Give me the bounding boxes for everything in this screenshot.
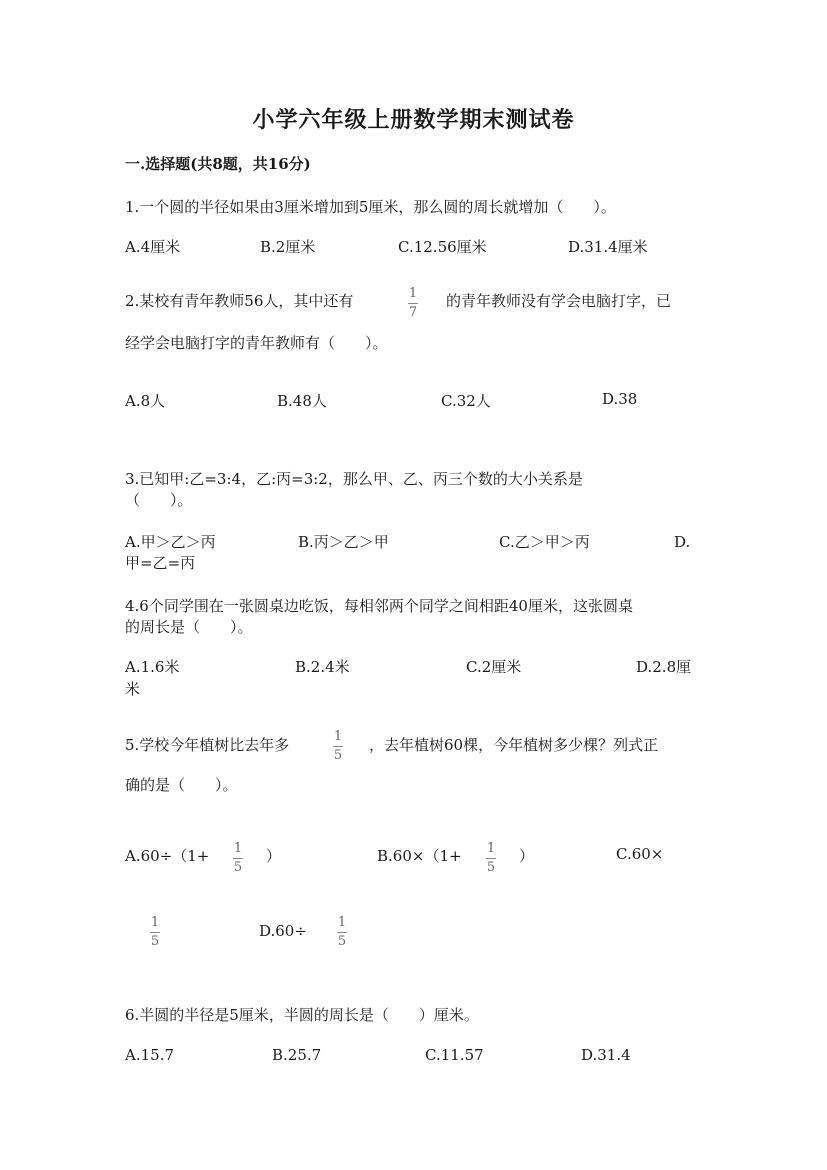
q2-option-c: C.32人 (441, 392, 491, 410)
q1-option-a: A.4厘米 (125, 238, 181, 256)
fraction-bar (408, 303, 418, 304)
fraction-bar (486, 858, 496, 859)
question-2-text-a: 2.某校有青年教师56人，其中还有 (125, 292, 354, 310)
fraction-denominator: 5 (486, 860, 496, 875)
q4-option-a: A.1.6米 (125, 658, 180, 676)
fraction-bar (233, 858, 243, 859)
page-title: 小学六年级上册数学期末测试卷 (252, 107, 575, 133)
q5-option-b-text: B.60×（1+ (377, 847, 462, 865)
fraction-bar (337, 932, 347, 933)
q5-option-c-text: C.60× (616, 845, 664, 863)
q1-option-c: C.12.56厘米 (398, 238, 487, 256)
q3-option-d-cont: 甲=乙=丙 (125, 554, 196, 572)
q3-option-b: B.丙＞乙＞甲 (298, 533, 389, 551)
fraction-numerator: 1 (486, 841, 496, 856)
q5-option-b-fraction (486, 842, 496, 875)
fraction-denominator: 5 (233, 860, 243, 875)
fraction-numerator: 1 (150, 915, 160, 930)
question-5-text-b: ，去年植树60棵，今年植树多少棵？列式正 (369, 736, 659, 754)
question-3-text-b: （ ）。 (125, 491, 193, 509)
fraction-denominator: 5 (337, 934, 347, 949)
question-1-text: 1.一个圆的半径如果由3厘米增加到5厘米，那么圆的周长就增加（ ）。 (125, 198, 616, 216)
q5-option-d-fraction (337, 916, 347, 949)
question-6-text: 6.半圆的半径是5厘米，半圆的周长是（ ）厘米。 (125, 1006, 479, 1024)
fraction-numerator: 1 (333, 729, 343, 744)
q3-option-c: C.乙＞甲＞丙 (499, 533, 590, 551)
q1-option-b: B.2厘米 (260, 238, 316, 256)
q1-option-d: D.31.4厘米 (568, 238, 648, 256)
fraction-numerator: 1 (233, 841, 243, 856)
fraction-denominator: 5 (333, 748, 343, 763)
question-3-text-a: 3.已知甲:乙=3:4，乙:丙=3:2，那么甲、乙、丙三个数的大小关系是 (125, 470, 583, 488)
q5-option-d-text: D.60÷ (259, 922, 307, 940)
q2-fraction (408, 287, 418, 320)
q2-option-d: D.38 (602, 390, 638, 408)
q6-option-b: B.25.7 (272, 1046, 322, 1064)
q5-option-b-close: ） (519, 847, 535, 865)
q3-option-d: D. (674, 533, 691, 551)
q2-option-a: A.8人 (125, 392, 166, 410)
fraction-numerator: 1 (408, 286, 418, 301)
q4-option-d-cont: 米 (125, 680, 141, 698)
question-4-text-b: 的周长是（ ）。 (125, 618, 253, 636)
fraction-bar (333, 746, 343, 747)
q5-option-c-fraction (150, 916, 160, 949)
q5-option-a-close: ） (266, 847, 282, 865)
q5-option-a-text: A.60÷（1+ (125, 847, 210, 865)
fraction-denominator: 5 (150, 934, 160, 949)
q3-option-a: A.甲＞乙＞丙 (125, 533, 216, 551)
question-2-text-b: 的青年教师没有学会电脑打字，已 (446, 292, 672, 310)
fraction-numerator: 1 (337, 915, 347, 930)
section-heading: 一.选择题(共8题，共16分) (125, 155, 311, 173)
fraction-denominator: 7 (408, 305, 418, 320)
q6-option-d: D.31.4 (581, 1046, 631, 1064)
q4-option-d: D.2.8厘 (636, 658, 692, 676)
question-5-text-c: 确的是（ ）。 (125, 776, 238, 794)
q6-option-c: C.11.57 (425, 1046, 484, 1064)
q6-option-a: A.15.7 (125, 1046, 174, 1064)
fraction-bar (150, 932, 160, 933)
q5-option-a-fraction (233, 842, 243, 875)
q2-option-b: B.48人 (277, 392, 327, 410)
question-4-text-a: 4.6个同学围在一张圆桌边吃饭，每相邻两个同学之间相距40厘米，这张圆桌 (125, 597, 633, 615)
question-2-text-c: 经学会电脑打字的青年教师有（ ）。 (125, 334, 388, 352)
question-5-text-a: 5.学校今年植树比去年多 (125, 736, 290, 754)
q5-fraction (333, 730, 343, 763)
q4-option-c: C.2厘米 (466, 658, 522, 676)
q4-option-b: B.2.4米 (295, 658, 350, 676)
